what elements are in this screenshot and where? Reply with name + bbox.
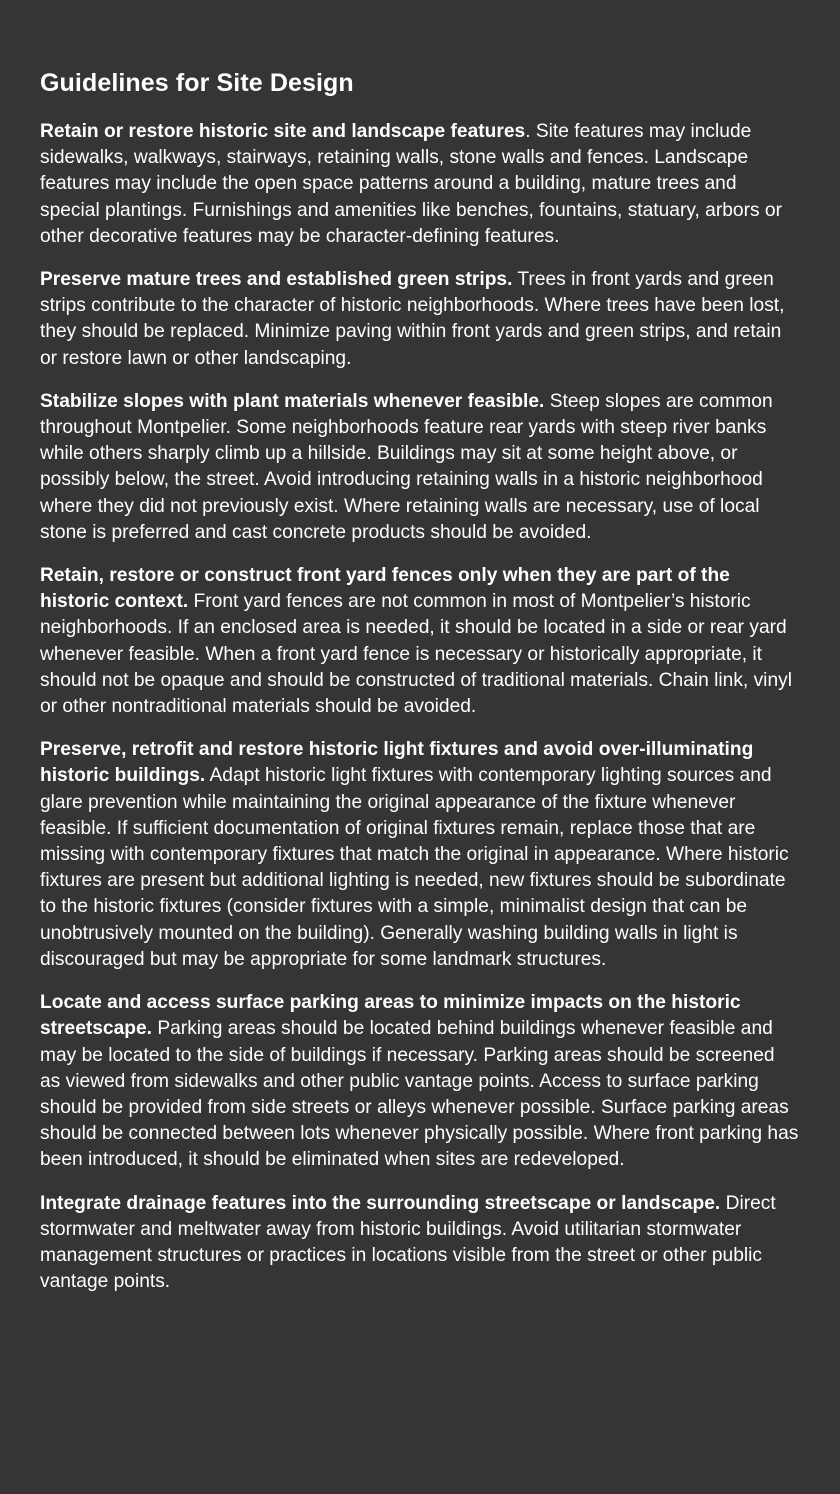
guideline-body: Adapt historic light fixtures with contemporary lighting sources and glare prevention while maintaining the original appearance of the fixture whenever feasible. If sufficient documentation of original fixtures remain, replace those that are missing with contemporary fixtures that match the original in appearance. Where historic fixtures are present but additional lighting is needed, new fixtures should be subordinate to the historic fixtures (consider fixtures with a simple, minimalist design that can be unobtrusively mounted on the building). Generally washing building walls in light is discouraged but may be appropriate for some landmark structures. xyxy=(40,765,789,970)
guideline-body: Front yard fences are not common in most of Montpelier’s historic neighborhoods. If an enclosed area is needed, it should be located in a side or rear yard whenever feasible. When a front yard fence is necessary or historically appropriate, it should not be opaque and should be constructed of traditional materials. Chain link, vinyl or other nontraditional materials should be avoided. xyxy=(40,591,792,718)
guideline-heading: Locate and access surface parking areas to minimize impacts on the historic streetscape. xyxy=(40,992,741,1040)
guideline-stabilize-slopes xyxy=(40,389,800,546)
guideline-surface-parking xyxy=(40,990,800,1173)
guideline-retain-site-features xyxy=(40,119,800,250)
guideline-body: Parking areas should be located behind buildings whenever feasible and may be located to the side of buildings if necessary. Parking areas should be screened as viewed from sidewalks and other public vantage points. Access to surface parking should be provided from side streets or alleys whenever possible. Surface parking areas should be connected between lots whenever physically possible. Where front parking has been introduced, it should be eliminated when sites are redeveloped. xyxy=(40,1018,799,1171)
guideline-body: Trees in front yards and green strips contribute to the character of historic neighborhoods. Where trees have been lost, they should be replaced. Minimize paving within front yards and green strips, and retain or restore lawn or other landscaping. xyxy=(40,269,785,369)
guideline-heading: Stabilize slopes with plant materials whenever feasible. xyxy=(40,390,545,412)
guideline-heading: Retain, restore or construct front yard fences only when they are part of the historic context. xyxy=(40,565,730,613)
guideline-body: Steep slopes are common throughout Montpelier. Some neighborhoods feature rear yards with steep river banks while others sharply climb up a hillside. Buildings may sit at some height above, or possibly below, the street. Avoid introducing retaining walls in a historic neighborhood where they did not previously exist. Where retaining walls are necessary, use of local stone is preferred and cast concrete products should be avoided. xyxy=(40,390,773,543)
guideline-front-yard-fences xyxy=(40,563,800,720)
guideline-heading: Preserve, retrofit and restore historic light fixtures and avoid over-illuminating historic buildings. xyxy=(40,739,754,787)
guideline-drainage-features xyxy=(40,1191,800,1296)
guideline-heading: Integrate drainage features into the surrounding streetscape or landscape. xyxy=(40,1192,721,1214)
guideline-preserve-trees xyxy=(40,267,800,372)
guideline-light-fixtures xyxy=(40,737,800,973)
page-title: Guidelines for Site Design xyxy=(40,69,354,97)
guideline-heading: Preserve mature trees and established green strips. xyxy=(40,269,513,291)
guideline-body: . Site features may include sidewalks, walkways, stairways, retaining walls, stone walls and fences. Landscape features may include the open space patterns around a building, mature trees and special plantings. Furnishings and amenities like benches, fountains, statuary, arbors or other decorative features may be character-defining features. xyxy=(40,121,782,247)
guideline-heading: Retain or restore historic site and landscape features xyxy=(40,121,526,142)
guideline-body: Direct stormwater and meltwater away from historic buildings. Avoid utilitarian stormwater management structures or practices in locations visible from the street or other public vantage points. xyxy=(40,1192,776,1293)
